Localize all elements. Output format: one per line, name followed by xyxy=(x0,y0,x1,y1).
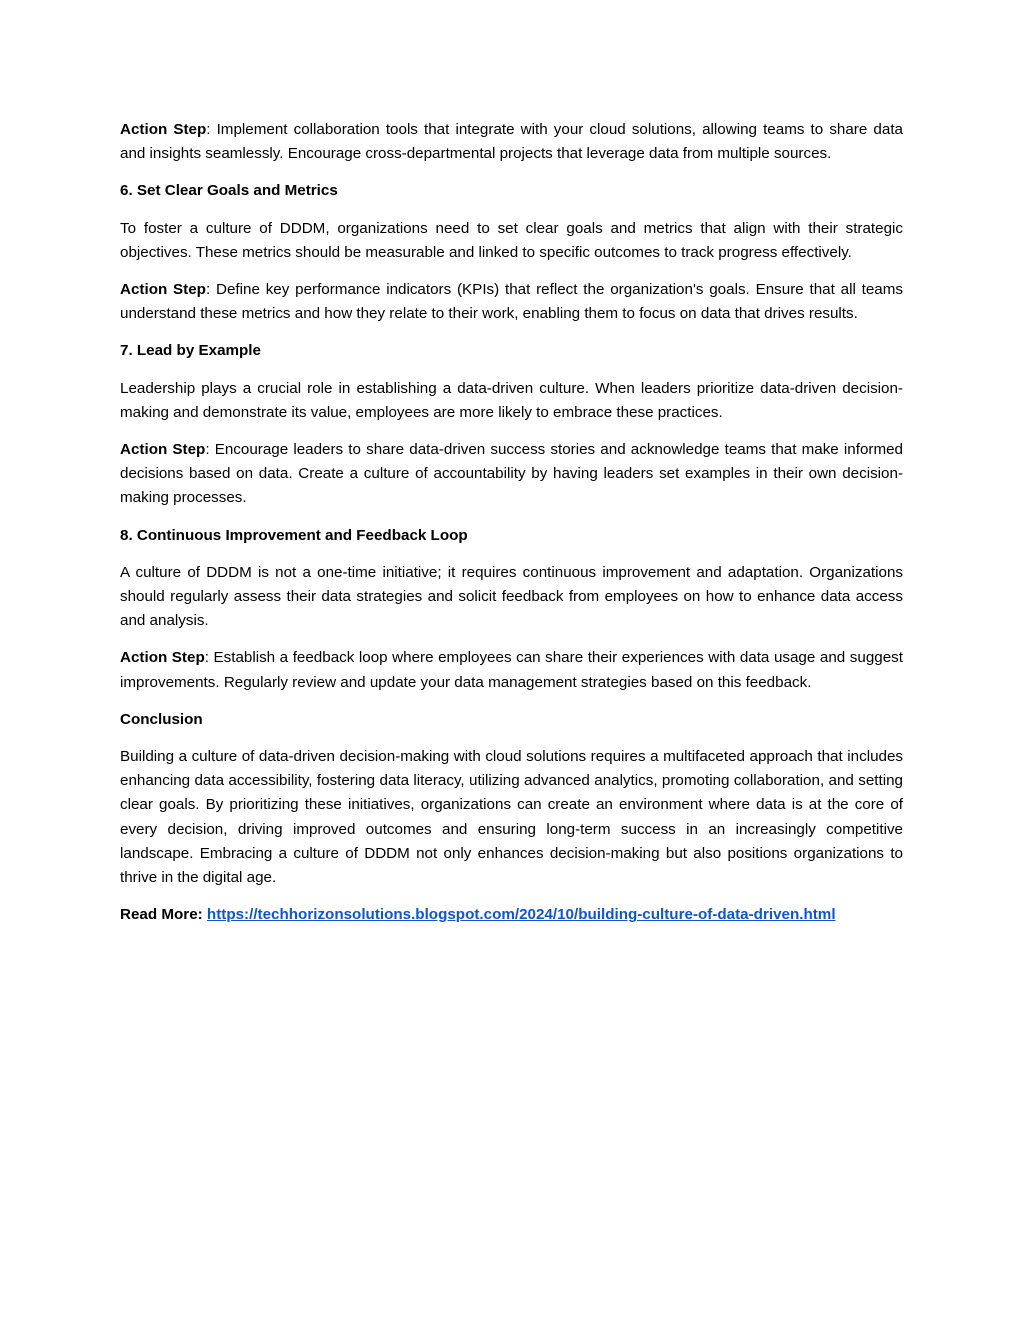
action-step-label: Action Step xyxy=(120,441,206,459)
section-heading-conclusion: Conclusion xyxy=(120,710,203,728)
action-step-text: : Define key performance indicators (KPIs) that reflect the organization's goals. Ensure that all teams understand these metrics and how they relate to their work, enabling them to focus on data that drives results. xyxy=(120,281,903,323)
read-more-link[interactable]: https://techhorizonsolutions.blogspot.com/2024/10/building-culture-of-data-driven.html xyxy=(206,906,836,924)
action-step-collaboration xyxy=(120,118,903,166)
action-step-text: : Implement collaboration tools that integrate with your cloud solutions, allowing teams to share data and insights seamlessly. Encourage cross-departmental projects that leverage data from multiple sources. xyxy=(120,121,903,163)
read-more-line xyxy=(120,903,903,927)
action-step-leaders xyxy=(120,438,903,511)
action-step-label: Action Step xyxy=(120,649,205,667)
section-heading-goals-metrics: 6. Set Clear Goals and Metrics xyxy=(120,182,338,200)
action-step-kpis xyxy=(120,278,903,326)
document-page xyxy=(120,118,903,927)
read-more-label: Read More: xyxy=(120,906,207,924)
section-heading-lead-by-example: 7. Lead by Example xyxy=(120,342,261,360)
action-step-label: Action Step xyxy=(120,121,207,138)
paragraph-goals-metrics: To foster a culture of DDDM, organizations need to set clear goals and metrics that align with their strategic objectives. These metrics should be measurable and linked to specific outcomes to track progress effectively. xyxy=(120,219,903,261)
paragraph-leadership: Leadership plays a crucial role in establishing a data-driven culture. When leaders prioritize data-driven decision-making and demonstrate its value, employees are more likely to embrace these practices. xyxy=(120,379,903,421)
action-step-text: : Establish a feedback loop where employees can share their experiences with data usage and suggest improvements. Regularly review and update your data management strategies based on this feedback. xyxy=(120,649,903,691)
paragraph-conclusion: Building a culture of data-driven decision-making with cloud solutions requires a multifaceted approach that includes enhancing data accessibility, fostering data literacy, utilizing advanced analytics, promoting collaboration, and setting clear goals. By prioritizing these initiatives, organizations can create an environment where data is at the core of every decision, driving improved outcomes and ensuring long-term success in an increasingly competitive landscape. Embracing a culture of DDDM not only enhances decision-making but also positions organizations to thrive in the digital age. xyxy=(120,748,903,887)
paragraph-continuous-improvement: A culture of DDDM is not a one-time initiative; it requires continuous improvement and adaptation. Organizations should regularly assess their data strategies and solicit feedback from employees on how to enhance data access and analysis. xyxy=(120,563,903,630)
action-step-text: : Encourage leaders to share data-driven success stories and acknowledge teams that make informed decisions based on data. Create a culture of accountability by having leaders set examples in their own decision-making processes. xyxy=(120,441,903,507)
action-step-feedback-loop xyxy=(120,646,903,694)
action-step-label: Action Step xyxy=(120,281,206,299)
section-heading-continuous-improvement: 8. Continuous Improvement and Feedback Loop xyxy=(120,526,468,544)
